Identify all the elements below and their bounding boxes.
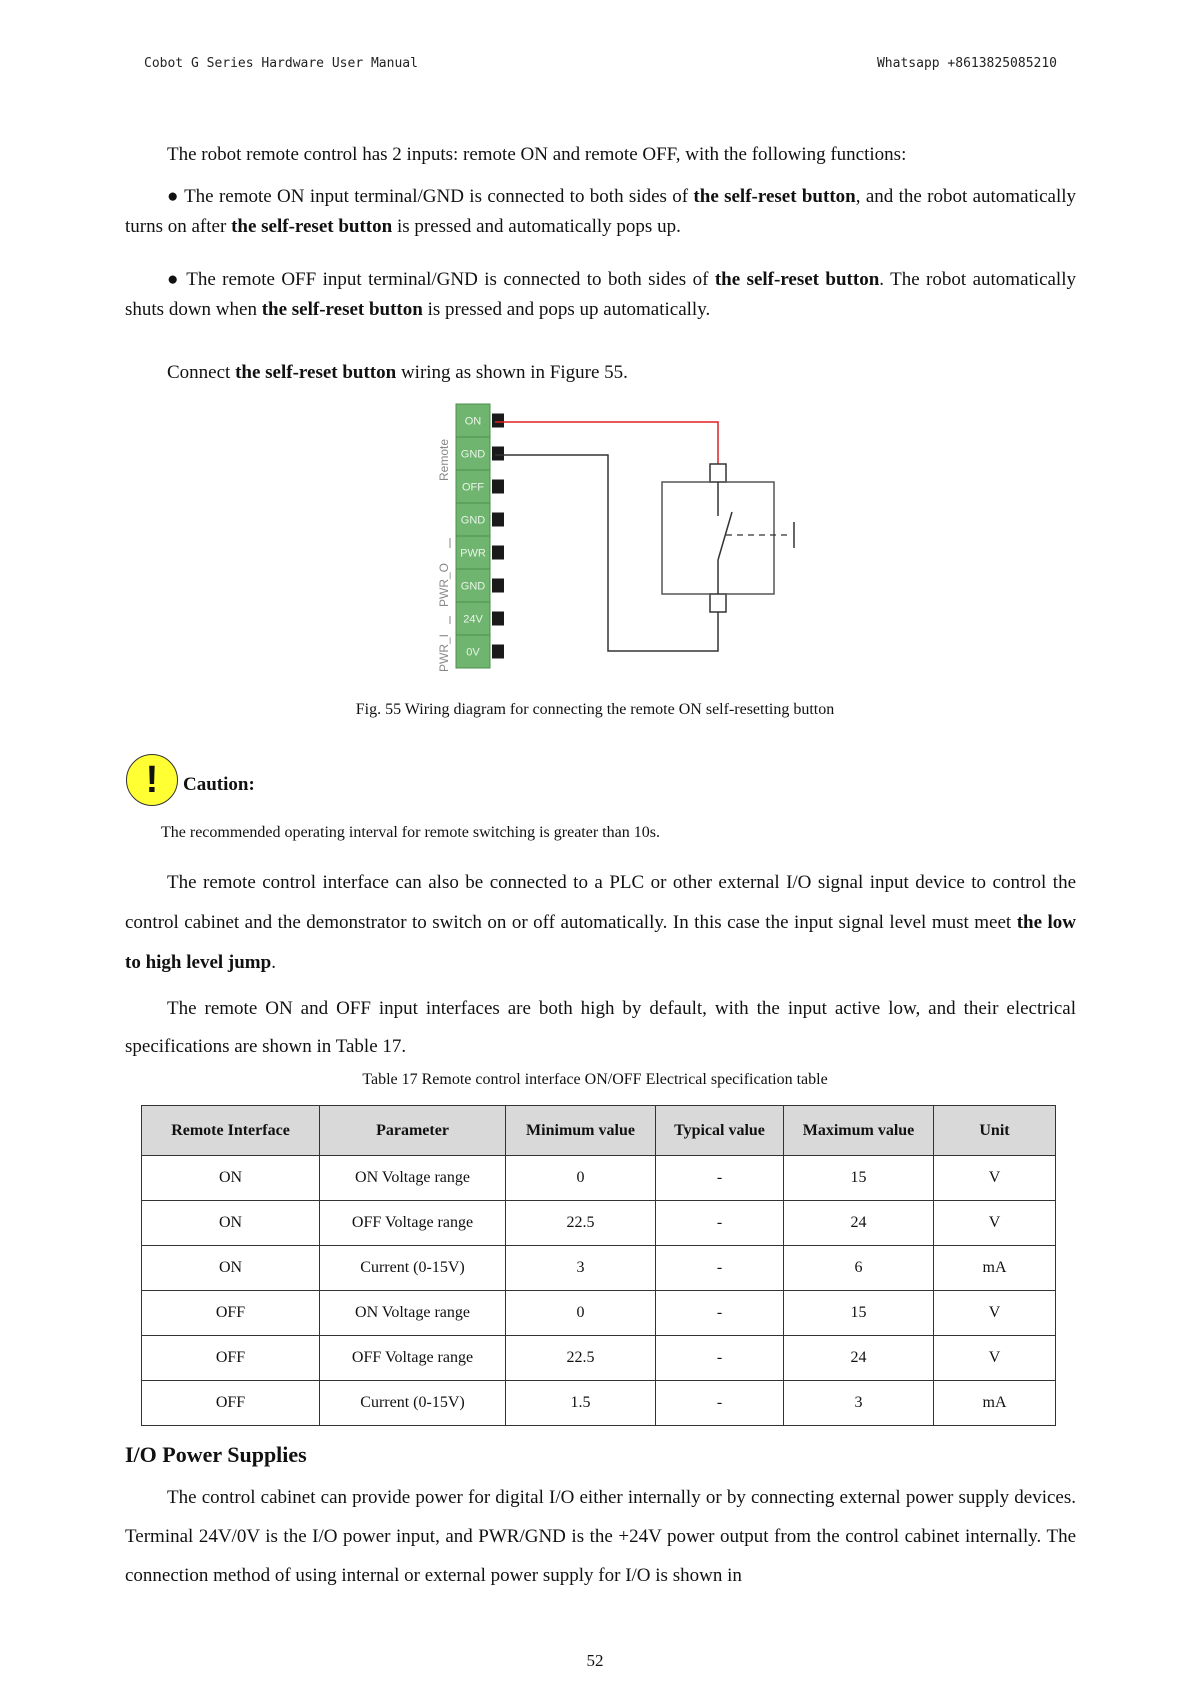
terminal-label: GND — [460, 448, 486, 461]
table-header-row — [142, 1106, 1056, 1156]
terminal-label: OFF — [462, 481, 484, 494]
col-header-maximum: Maximum value — [784, 1106, 934, 1156]
terminal-pin — [492, 612, 504, 626]
table-cell: 3 — [506, 1246, 656, 1291]
red-wire-on — [495, 422, 718, 464]
table-cell: V — [934, 1156, 1056, 1201]
connect-paragraph: Connect the self-reset button wiring as shown in Figure 55. — [167, 362, 628, 383]
table-cell: ON — [142, 1246, 320, 1291]
terminal-label: GND — [460, 580, 486, 593]
table-cell: 1.5 — [506, 1381, 656, 1426]
table-cell: 3 — [784, 1381, 934, 1426]
table-cell: - — [656, 1381, 784, 1426]
table-row — [142, 1156, 1056, 1201]
intro-paragraph: The robot remote control has 2 inputs: remote ON and remote OFF, with the following functions: — [167, 144, 907, 165]
terminal-pin — [492, 414, 504, 428]
table-row — [142, 1336, 1056, 1381]
table-cell: 6 — [784, 1246, 934, 1291]
power-paragraph: The control cabinet can provide power for digital I/O either internally or by connecting external power supply devices. Terminal 24V/0V is the I/O power input, and PWR/GND is the +24V power output from the control cabinet internally. The connection method of using internal or external power supply for I/O is shown in — [125, 1487, 1076, 1586]
col-header-unit: Unit — [934, 1106, 1056, 1156]
table-cell: 22.5 — [506, 1201, 656, 1246]
col-header-minimum: Minimum value — [506, 1106, 656, 1156]
warning-icon: ! — [126, 754, 178, 806]
table-caption: Table 17 Remote control interface ON/OFF Electrical specification table — [362, 1071, 828, 1088]
table-cell: mA — [934, 1381, 1056, 1426]
terminal-label: 0V — [466, 646, 480, 659]
table-cell: 15 — [784, 1291, 934, 1336]
table-cell: V — [934, 1201, 1056, 1246]
terminal-label: 24V — [463, 613, 483, 626]
table-cell: - — [656, 1246, 784, 1291]
table-cell: OFF — [142, 1381, 320, 1426]
table-cell: 15 — [784, 1156, 934, 1201]
table-cell: ON Voltage range — [320, 1156, 506, 1201]
table-cell: 0 — [506, 1291, 656, 1336]
terminal-label: GND — [460, 514, 486, 527]
page-number: 52 — [586, 1651, 604, 1670]
table-cell: V — [934, 1291, 1056, 1336]
terminal-label: ON — [464, 415, 482, 428]
table-cell: OFF Voltage range — [320, 1336, 506, 1381]
self-reset-button-symbol — [662, 464, 794, 612]
group-label-remote: Remote — [437, 438, 451, 482]
table-cell: mA — [934, 1246, 1056, 1291]
plc-paragraph: The remote control interface can also be connected to a PLC or other external I/O signal input device to control the control cabinet and the demonstrator to switch on or off automatically. In this case the input signal level must meet the low to high level jump. — [125, 872, 1077, 973]
bullet-remote-on: ● The remote ON input terminal/GND is connected to both sides of the self-reset button, and the robot automatically turns on after the self-reset button is pressed and automatically pops up. — [125, 186, 1077, 237]
group-label-pwr-i: PWR_I — [437, 633, 451, 673]
group-label-pwr-o: PWR_O — [437, 562, 451, 608]
table-cell: Current (0-15V) — [320, 1381, 506, 1426]
terminal-pin — [492, 645, 504, 659]
table-cell: 0 — [506, 1156, 656, 1201]
terminal-pin — [492, 546, 504, 560]
table-cell: 24 — [784, 1336, 934, 1381]
terminal-block — [456, 404, 504, 668]
table-row — [142, 1201, 1056, 1246]
caution-label: Caution: — [183, 774, 255, 795]
group-labels — [437, 439, 451, 672]
wire-gnd — [495, 455, 718, 651]
terminal-pin — [492, 480, 504, 494]
col-header-interface: Remote Interface — [142, 1106, 320, 1156]
table-cell: ON — [142, 1156, 320, 1201]
table-cell: OFF — [142, 1336, 320, 1381]
header-contact: Whatsapp +8613825085210 — [876, 56, 1057, 71]
table-row — [142, 1291, 1056, 1336]
spec-table — [141, 1105, 1056, 1426]
bullet-remote-off: ● The remote OFF input terminal/GND is connected to both sides of the self-reset button. The robot automatically shuts down when the self-reset button is pressed and pops up automatically. — [125, 269, 1076, 320]
terminal-pin — [492, 579, 504, 593]
col-header-parameter: Parameter — [320, 1106, 506, 1156]
figure-caption: Fig. 55 Wiring diagram for connecting the remote ON self-resetting button — [355, 701, 835, 718]
header-title: Cobot G Series Hardware User Manual — [144, 56, 418, 71]
table-cell: ON Voltage range — [320, 1291, 506, 1336]
caution-text: The recommended operating interval for remote switching is greater than 10s. — [161, 824, 660, 841]
wiring-diagram — [430, 398, 810, 688]
table-cell: - — [656, 1336, 784, 1381]
terminal-pin — [492, 447, 504, 461]
section-title: I/O Power Supplies — [125, 1442, 307, 1467]
table-cell: 24 — [784, 1201, 934, 1246]
table-cell: - — [656, 1201, 784, 1246]
table-cell: - — [656, 1156, 784, 1201]
terminal-pin — [492, 513, 504, 527]
table-cell: 22.5 — [506, 1336, 656, 1381]
table-cell: V — [934, 1336, 1056, 1381]
default-paragraph: The remote ON and OFF input interfaces are both high by default, with the input active low, and their electrical specifications are shown in Table 17. — [125, 998, 1076, 1057]
table-cell: OFF Voltage range — [320, 1201, 506, 1246]
col-header-typical: Typical value — [656, 1106, 784, 1156]
table-cell: - — [656, 1291, 784, 1336]
terminal-label: PWR — [460, 547, 486, 560]
table-cell: ON — [142, 1201, 320, 1246]
table-row — [142, 1381, 1056, 1426]
table-cell: OFF — [142, 1291, 320, 1336]
table-row — [142, 1246, 1056, 1291]
table-cell: Current (0-15V) — [320, 1246, 506, 1291]
